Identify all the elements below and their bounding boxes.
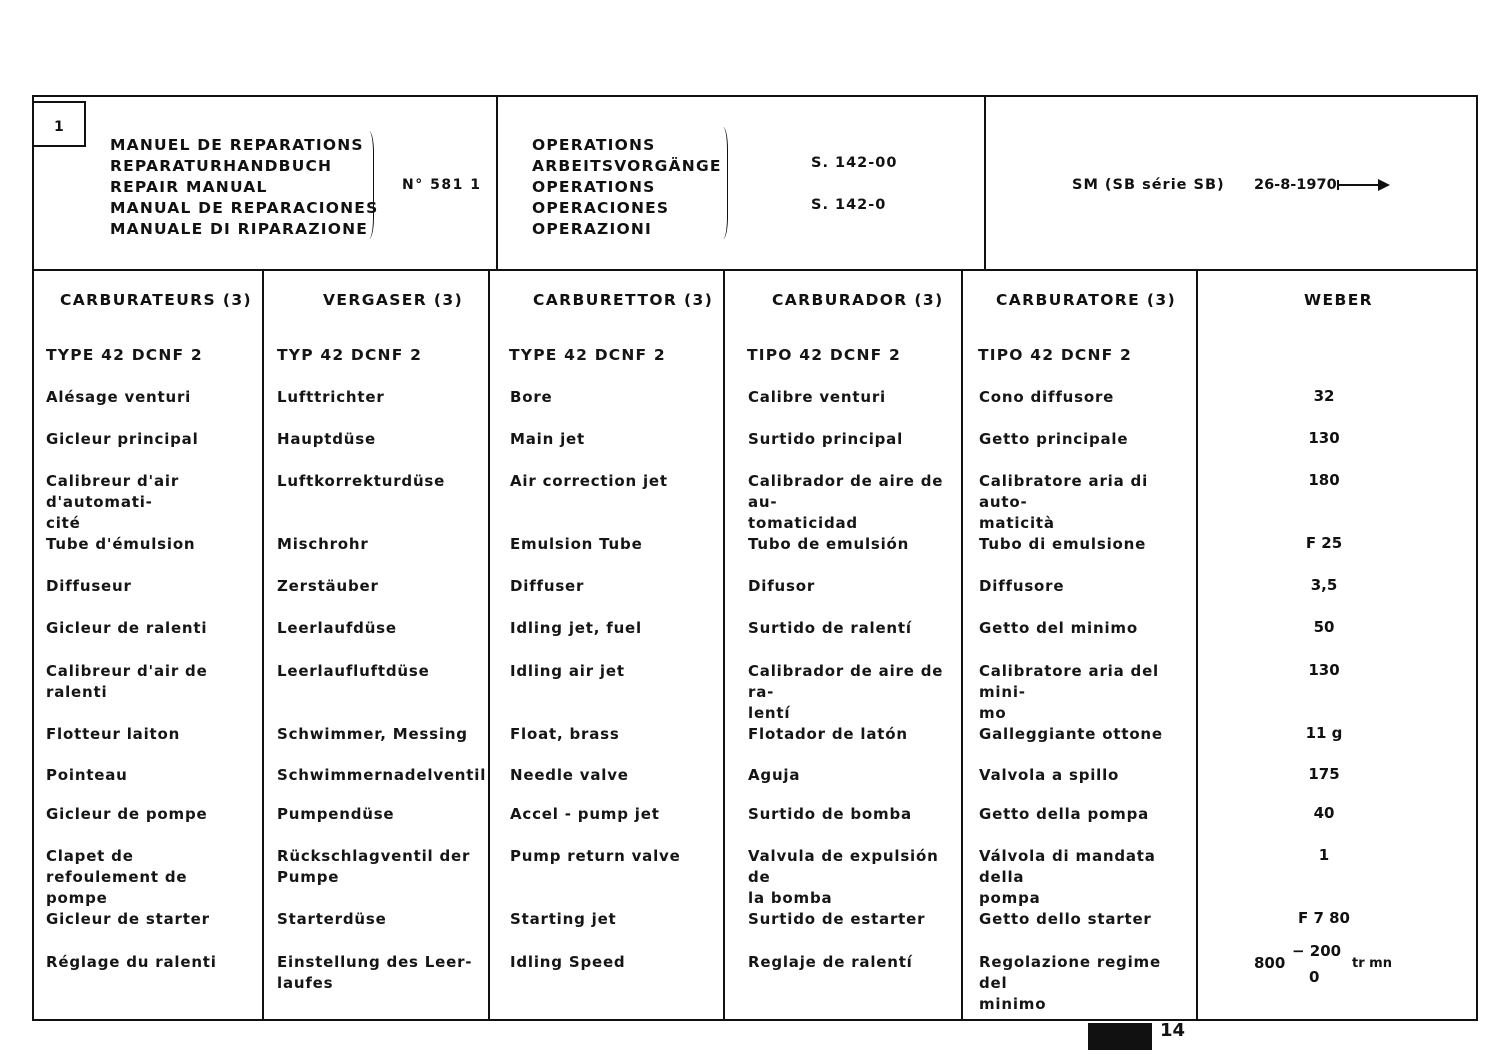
- cell-fr: Gicleur principal: [46, 430, 199, 448]
- idle-speed-unit: tr mn: [1352, 956, 1392, 971]
- cell-it: Válvola di mandata della pompa: [979, 847, 1156, 907]
- cell-en: Diffuser: [510, 577, 585, 595]
- page-number: 14: [1160, 1020, 1186, 1041]
- column-header-de: VERGASER (3): [323, 291, 464, 309]
- section-ref-2: S. 142-0: [811, 197, 887, 213]
- type-it: TIPO 42 DCNF 2: [978, 346, 1133, 364]
- arrow-right-icon: [1336, 177, 1392, 193]
- cell-es: Surtido principal: [748, 430, 904, 448]
- cell-de: Mischrohr: [277, 535, 369, 553]
- cell-de: Zerstäuber: [277, 577, 379, 595]
- operations-title-en: OPERATIONS: [532, 178, 656, 196]
- manual-title-list: [110, 135, 378, 240]
- cell-es: Valvula de expulsión de la bomba: [748, 847, 939, 907]
- type-de: TYP 42 DCNF 2: [277, 346, 423, 364]
- column-header-it: CARBURATORE (3): [996, 291, 1177, 309]
- cell-es: Tubo de emulsión: [748, 535, 910, 553]
- cell-value: 50: [1313, 618, 1335, 636]
- operations-title-es: OPERACIONES: [532, 199, 670, 217]
- cell-de: Luftkorrekturdüse: [277, 472, 446, 490]
- cell-it: Cono diffusore: [979, 388, 1115, 406]
- cell-fr: Gicleur de starter: [46, 910, 210, 928]
- cell-fr: Réglage du ralenti: [46, 953, 217, 971]
- repair-sheet: [32, 95, 1478, 1021]
- cell-it: Calibratore aria di auto- maticità: [979, 472, 1149, 532]
- column-divider: [488, 271, 490, 1019]
- cell-es: Aguja: [748, 766, 801, 784]
- cell-fr: Calibreur d'air de ralenti: [46, 662, 208, 701]
- operations-title-it: OPERAZIONI: [532, 220, 652, 238]
- cell-fr: Gicleur de pompe: [46, 805, 208, 823]
- column-divider: [262, 271, 264, 1019]
- manual-title-es: MANUAL DE REPARACIONES: [110, 199, 379, 217]
- manual-title-de: REPARATURHANDBUCH: [110, 157, 333, 175]
- cell-de: Starterdüse: [277, 910, 387, 928]
- cell-value: F 7 80: [1297, 909, 1350, 927]
- cell-it: Galleggiante ottone: [979, 725, 1163, 743]
- cell-it: Diffusore: [979, 577, 1065, 595]
- cell-en: Air correction jet: [510, 472, 668, 490]
- operations-title-list: [532, 135, 722, 240]
- cell-en: Idling jet, fuel: [510, 619, 642, 637]
- cell-en: Needle valve: [510, 766, 629, 784]
- cell-it: Regolazione regime del minimo: [979, 953, 1161, 1013]
- cell-es: Calibre venturi: [748, 388, 886, 406]
- cell-es: Surtido de bomba: [748, 805, 912, 823]
- cell-it: Getto della pompa: [979, 805, 1150, 823]
- column-header-fr: CARBURATEURS (3): [60, 291, 253, 309]
- sheet-header: [34, 97, 1476, 271]
- column-divider: [1196, 271, 1198, 1019]
- cell-fr: Gicleur de ralenti: [46, 619, 208, 637]
- footer-marker-bar: [1088, 1023, 1152, 1050]
- cell-en: Accel - pump jet: [510, 805, 660, 823]
- cell-en: Pump return valve: [510, 847, 681, 865]
- cell-en: Bore: [510, 388, 553, 406]
- cell-value: 175: [1308, 765, 1340, 783]
- effective-date: 26-8-1970: [1254, 177, 1337, 193]
- cell-de: Schwimmernadelventil: [277, 766, 487, 784]
- document-number: N° 581 1: [402, 177, 482, 193]
- cell-en: Starting jet: [510, 910, 617, 928]
- cell-fr: Pointeau: [46, 766, 128, 784]
- operations-brace: [718, 127, 728, 239]
- cell-it: Tubo di emulsione: [979, 535, 1147, 553]
- column-divider: [723, 271, 725, 1019]
- cell-fr: Clapet de refoulement de pompe: [46, 847, 188, 907]
- cell-de: Schwimmer, Messing: [277, 725, 468, 743]
- cell-es: Reglaje de ralentí: [748, 953, 913, 971]
- cell-de: Leerlaufdüse: [277, 619, 397, 637]
- cell-es: Calibrador de aire de au- tomaticidad: [748, 472, 944, 532]
- cell-fr: Tube d'émulsion: [46, 535, 196, 553]
- cell-value: 130: [1308, 429, 1340, 447]
- cell-en: Emulsion Tube: [510, 535, 643, 553]
- cell-fr: Flotteur laiton: [46, 725, 181, 743]
- cell-value: 130: [1308, 661, 1340, 679]
- cell-es: Difusor: [748, 577, 816, 595]
- cell-fr: Calibreur d'air d'automati- cité: [46, 472, 180, 532]
- jet-spec-table: [34, 271, 1476, 1019]
- cell-value: 32: [1313, 387, 1335, 405]
- section-ref-1: S. 142-00: [811, 155, 898, 171]
- manual-title-block: [34, 97, 498, 269]
- operations-block: [498, 97, 986, 269]
- cell-en: Main jet: [510, 430, 585, 448]
- cell-value: 3,5: [1310, 576, 1338, 594]
- cell-value: 40: [1313, 804, 1335, 822]
- cell-de: Einstellung des Leer- laufes: [277, 953, 473, 992]
- operations-title-fr: OPERATIONS: [532, 136, 656, 154]
- cell-en: Idling air jet: [510, 662, 625, 680]
- cell-en: Idling Speed: [510, 953, 626, 971]
- cell-fr: Alésage venturi: [46, 388, 192, 406]
- cell-it: Getto del minimo: [979, 619, 1138, 637]
- type-en: TYPE 42 DCNF 2: [509, 346, 666, 364]
- idle-speed-base: 800: [1254, 954, 1286, 972]
- column-divider: [961, 271, 963, 1019]
- manual-title-en: REPAIR MANUAL: [110, 178, 268, 196]
- type-es: TIPO 42 DCNF 2: [747, 346, 902, 364]
- sheet-number-box: 1: [34, 101, 86, 147]
- cell-value: 1: [1318, 846, 1330, 864]
- cell-value: F 25: [1305, 534, 1343, 552]
- cell-es: Calibrador de aire de ra- lentí: [748, 662, 944, 722]
- cell-value: 180: [1308, 471, 1340, 489]
- title-brace: [364, 131, 374, 239]
- cell-it: Getto dello starter: [979, 910, 1152, 928]
- cell-de: Hauptdüse: [277, 430, 376, 448]
- operations-title-de: ARBEITSVORGÄNGE: [532, 157, 722, 175]
- idle-speed-setting: [1250, 942, 1410, 986]
- column-header-en: CARBURETTOR (3): [533, 291, 714, 309]
- type-fr: TYPE 42 DCNF 2: [46, 346, 203, 364]
- cell-fr: Diffuseur: [46, 577, 132, 595]
- column-header-value: WEBER: [1304, 291, 1374, 309]
- cell-de: Lufttrichter: [277, 388, 385, 406]
- cell-value: 11 g: [1305, 724, 1343, 742]
- cell-de: Leerlaufluftdüse: [277, 662, 430, 680]
- idle-speed-plus: − 200: [1292, 942, 1342, 960]
- cell-it: Valvola a spillo: [979, 766, 1120, 784]
- manual-title-it: MANUALE DI RIPARAZIONE: [110, 220, 369, 238]
- cell-it: Getto principale: [979, 430, 1129, 448]
- cell-de: Rückschlagventil der Pumpe: [277, 847, 471, 886]
- model-label: SM (SB série SB): [1072, 177, 1225, 193]
- cell-de: Pumpendüse: [277, 805, 395, 823]
- cell-es: Surtido de ralentí: [748, 619, 912, 637]
- cell-es: Surtido de estarter: [748, 910, 926, 928]
- column-header-es: CARBURADOR (3): [772, 291, 944, 309]
- idle-speed-minus: 0: [1309, 968, 1320, 986]
- cell-it: Calibratore aria del mini- mo: [979, 662, 1159, 722]
- cell-en: Float, brass: [510, 725, 620, 743]
- model-block: [986, 97, 1476, 269]
- cell-es: Flotador de latón: [748, 725, 908, 743]
- manual-title-fr: MANUEL DE REPARATIONS: [110, 136, 364, 154]
